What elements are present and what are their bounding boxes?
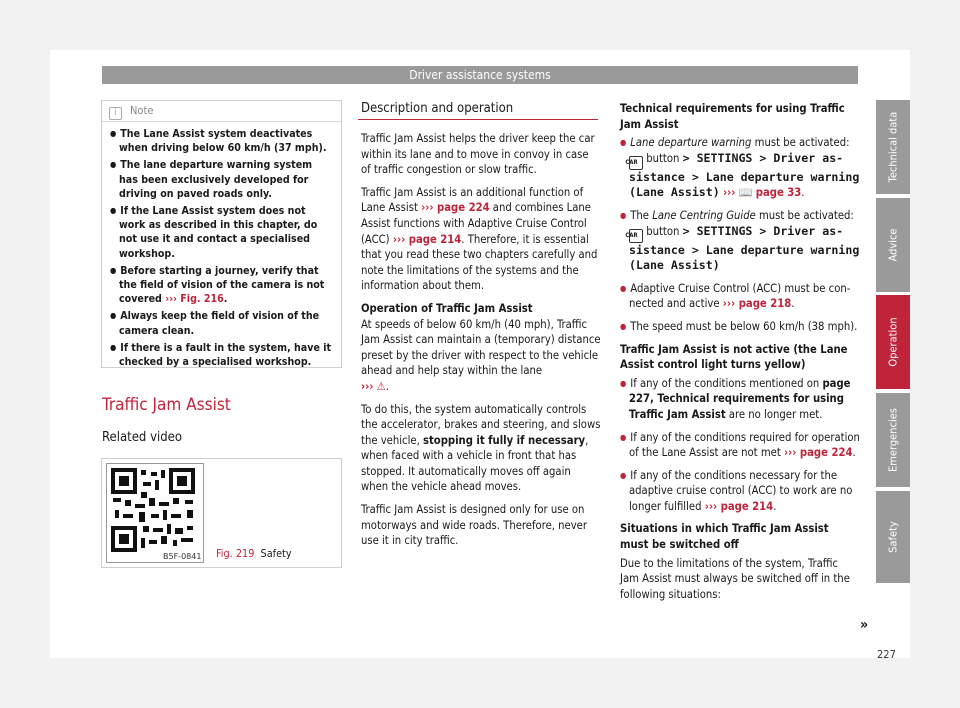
paragraph: At speeds of below 60 km/h (40 mph), Traffic Jam Assist can maintain a (temporary) distance preset by the driver with respect to the vehicle ahead and help stay within the lane ››› ⚠.	[361, 317, 601, 393]
chapter-header: Driver assistance systems	[102, 66, 858, 84]
note-item: ● The lane departure warning system has been exclusively developed for driving on paved roads only.	[110, 158, 333, 201]
page-224-link[interactable]: ››› page 224	[783, 446, 853, 460]
requirement-item: ● Lane departure warning must be activated: CAR button > SETTINGS > Driver assistance > Lane departure warning (Lane Assist) ››› 📖 page 33.	[620, 135, 860, 201]
note-item: ● If there is a fault in the system, have it checked by a specialised workshop.	[110, 341, 333, 369]
note-item: ● Always keep the field of vision of the camera clean.	[110, 309, 333, 337]
book-icon: 📖	[738, 186, 753, 200]
note-item: ● Before starting a journey, verify that the field of vision of the camera is not covered ››› Fig. 216.	[110, 264, 333, 307]
info-icon: i	[109, 107, 122, 120]
note-header: i Note	[102, 101, 341, 122]
paragraph: Due to the limitations of the system, Traffic Jam Assist must always be switched off in the following situations:	[620, 556, 850, 601]
tab-emergencies[interactable]: Emergencies	[876, 393, 910, 487]
condition-item: ● If any of the conditions required for operation of the Lane Assist are not met ››› page 224.	[620, 430, 860, 461]
paragraph: Traffic Jam Assist is an additional function of Lane Assist ››› page 224 and combines Lane Assist functions with Adaptive Cruise Control (ACC) ››› page 214. Therefore, it is essential that you read these two chapters carefully and note the limitations of the systems and the information about them.	[361, 185, 598, 293]
tab-advice[interactable]: Advice	[876, 198, 910, 292]
requirement-item: ● The Lane Centring Guide must be activated: CAR button > SETTINGS > Driver assistance > Lane departure warning (Lane Assist)	[620, 208, 860, 274]
page-33-link[interactable]: page 33	[755, 186, 802, 200]
paragraph: To do this, the system automatically controls the accelerator, brakes and steering, and slows the vehicle, stopping it fully if necessary, when faced with a vehicle in front that has stopped. It automatically moves off again when the vehicle ahead moves.	[361, 402, 601, 494]
tab-operation[interactable]: Operation	[876, 295, 910, 389]
figure-caption: Fig. 219 Safety	[216, 547, 292, 560]
condition-item: ● If any of the conditions necessary for the adaptive cruise control (ACC) to work are no longer fulfilled ››› page 214.	[620, 468, 860, 515]
car-button-icon: CAR	[629, 156, 643, 170]
related-video-heading: Related video	[102, 430, 183, 445]
fig-216-link[interactable]: ››› Fig. 216	[165, 293, 224, 306]
heading-rule	[358, 119, 598, 120]
continue-marker: »	[860, 617, 869, 633]
page-227-link[interactable]: page 227, Technical requirements for using Traffic Jam Assist	[629, 376, 851, 421]
qr-code-image[interactable]	[106, 463, 204, 563]
note-item: ● The Lane Assist system deactivates when driving below 60 km/h (37 mph).	[110, 127, 333, 155]
subheading: Situations in which Traffic Jam Assist must be switched off	[620, 522, 829, 552]
page-214-link[interactable]: ››› page 214	[392, 232, 462, 246]
description-heading: Description and operation	[361, 101, 514, 116]
paragraph: Traffic Jam Assist is designed only for use on motorways and wide roads. Therefore, never use it in city traffic.	[361, 503, 588, 548]
tab-technical-data[interactable]: Technical data	[876, 100, 910, 194]
subheading: Traffic Jam Assist is not active (the Lane Assist control light turns yellow)	[620, 342, 848, 372]
note-item: ● If the Lane Assist system does not work as described in this chapter, do not use it and contact a specialised workshop.	[110, 204, 333, 261]
figure-code: B5F-0841	[163, 552, 202, 561]
note-box	[101, 100, 342, 368]
tech-column	[620, 101, 860, 609]
page-218-link[interactable]: ››› page 218	[722, 297, 792, 311]
requirement-item: ● Adaptive Cruise Control (ACC) must be connected and active ››› page 218.	[620, 281, 860, 312]
car-button-icon: CAR	[629, 229, 643, 243]
subheading: Operation of Traffic Jam Assist	[361, 301, 533, 315]
condition-item: ● If any of the conditions mentioned on page 227, Technical requirements for using Traffic Jam Assist are no longer met.	[620, 376, 860, 423]
description-column	[361, 131, 601, 556]
paragraph: Traffic Jam Assist helps the driver keep the car within its lane and to move in convoy in case of traffic congestion or slow traffic.	[361, 132, 595, 177]
tab-safety[interactable]: Safety	[876, 491, 910, 583]
warning-icon: ⚠	[376, 379, 386, 393]
page-224-link[interactable]: ››› page 224	[421, 201, 490, 215]
page-214-link[interactable]: ››› page 214	[704, 499, 774, 513]
page-number: 227	[877, 648, 896, 661]
requirement-item: ● The speed must be below 60 km/h (38 mph).	[620, 319, 860, 335]
section-title: Traffic Jam Assist	[102, 395, 231, 415]
subheading: Technical requirements for using Traffic Jam Assist	[620, 102, 845, 131]
